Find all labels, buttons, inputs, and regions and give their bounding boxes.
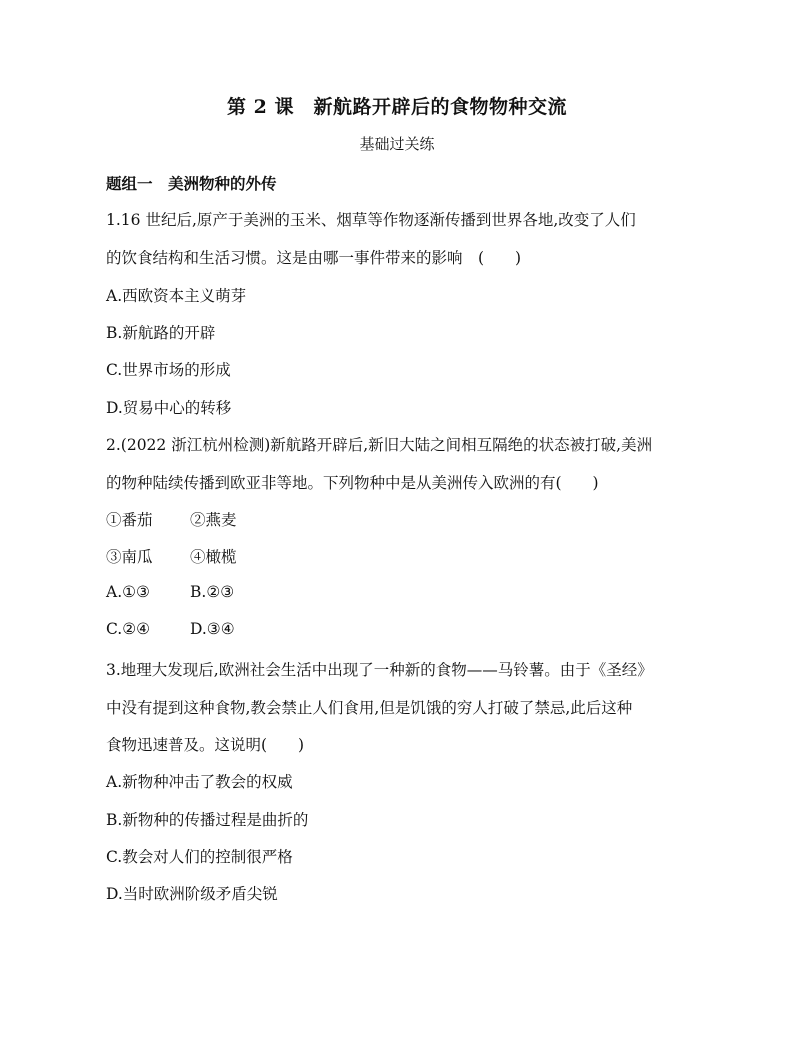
q1-option-b: B.新航路的开辟 <box>106 324 216 342</box>
q2-options-row-2 <box>106 620 235 638</box>
page-subtitle: 基础过关练 <box>359 135 435 153</box>
q3-option-a: A.新物种冲击了教会的权威 <box>106 773 293 791</box>
q2-option-c: C.②④ <box>106 620 151 638</box>
q2-items-row-1 <box>106 508 237 530</box>
q3-line-1: 3.地理大发现后,欧洲社会生活中出现了一种新的食物——马铃薯。由于《圣经》 <box>106 661 653 679</box>
q2-option-a: A.①③ <box>106 583 150 601</box>
q2-item-1: ①番茄 <box>106 511 153 529</box>
q2-line-2: 的物种陆续传播到欧亚非等地。下列物种中是从美洲传入欧洲的有( ) <box>106 474 599 492</box>
q2-option-d: D.③④ <box>190 620 235 638</box>
q1-option-d: D.贸易中心的转移 <box>106 399 232 417</box>
q3-option-c: C.教会对人们的控制很严格 <box>106 848 293 866</box>
q2-item-3: ③南瓜 <box>106 548 153 566</box>
q1-line-1: 1.16 世纪后,原产于美洲的玉米、烟草等作物逐渐传播到世界各地,改变了人们 <box>106 211 636 229</box>
q1-option-a: A.西欧资本主义萌芽 <box>106 287 247 305</box>
q2-items-row-2 <box>106 545 237 567</box>
q3-option-d: D.当时欧洲阶级矛盾尖锐 <box>106 885 278 903</box>
q2-item-4: ④橄榄 <box>190 548 237 566</box>
q3-option-b: B.新物种的传播过程是曲折的 <box>106 811 309 829</box>
q1-line-2: 的饮食结构和生活习惯。这是由哪一事件带来的影响 ( ) <box>106 249 522 267</box>
section-heading: 题组一 美洲物种的外传 <box>106 174 277 193</box>
q1-option-c: C.世界市场的形成 <box>106 361 231 379</box>
q3-line-2: 中没有提到这种食物,教会禁止人们食用,但是饥饿的穷人打破了禁忌,此后这种 <box>106 699 633 717</box>
page-title: 第 2 课 新航路开辟后的食物物种交流 <box>227 96 567 118</box>
q3-line-3: 食物迅速普及。这说明( ) <box>106 736 305 754</box>
q2-options-row-1 <box>106 583 234 601</box>
q2-option-b: B.②③ <box>190 583 235 601</box>
q2-item-2: ②燕麦 <box>190 511 237 529</box>
q2-line-1: 2.(2022 浙江杭州检测)新航路开辟后,新旧大陆之间相互隔绝的状态被打破,美洲 <box>106 436 653 454</box>
